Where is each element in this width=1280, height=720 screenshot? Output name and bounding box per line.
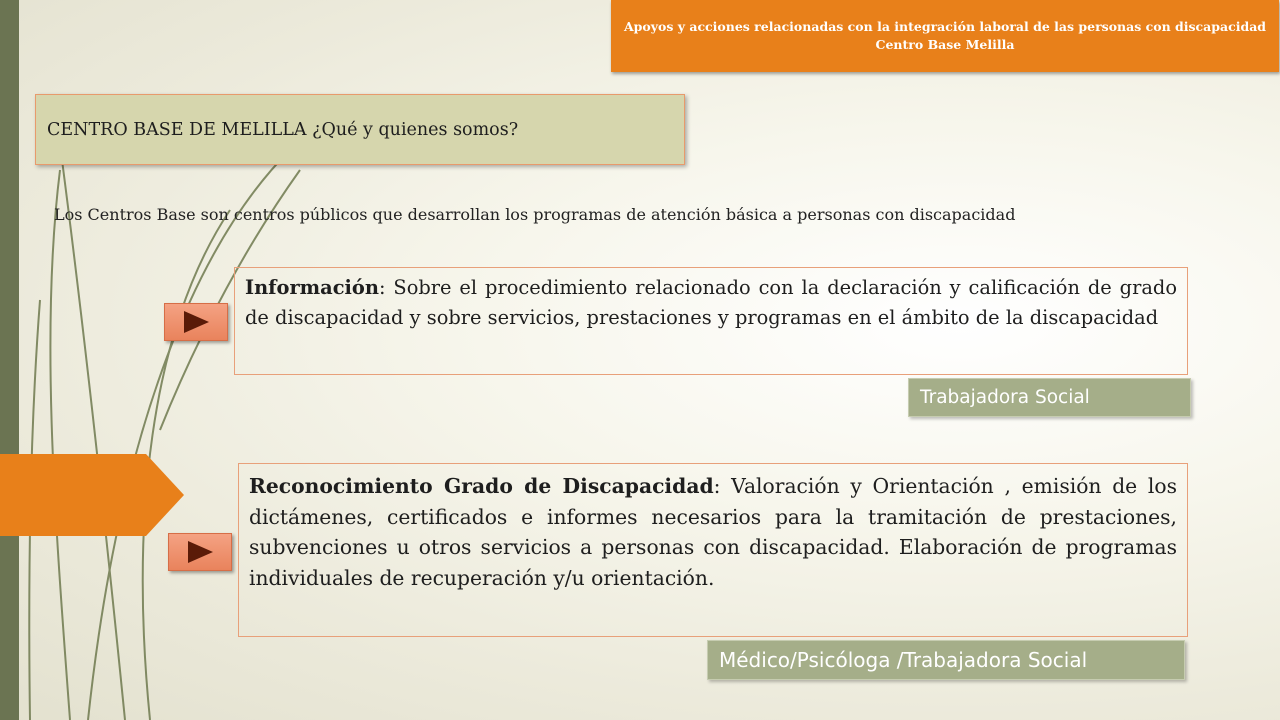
play-icon — [184, 311, 209, 333]
play-button-2[interactable] — [168, 533, 232, 571]
info-card-text: : Sobre el procedimiento relacionado con la declaración y calificación de grado de discapacidad y sobre servicios, prestaciones y programas en el ámbito de la discapacidad — [245, 276, 1177, 329]
banner-line-2: Centro Base Melilla — [875, 37, 1015, 52]
recognition-card-heading: Reconocimiento Grado de Discapacidad — [249, 474, 714, 498]
intro-paragraph: Los Centros Base son centros públicos que desarrollan los programas de atención básica a personas con discapacidad — [54, 205, 1016, 224]
info-card — [234, 267, 1188, 375]
header-banner — [611, 0, 1279, 72]
orange-arrow-shape — [0, 454, 184, 536]
info-card-heading: Información — [245, 276, 379, 299]
play-button-1[interactable] — [164, 303, 228, 341]
play-icon — [188, 541, 213, 563]
banner-line-1: Apoyos y acciones relacionadas con la integración laboral de las personas con discapacidad — [623, 19, 1267, 34]
role-badge-1: Trabajadora Social — [908, 378, 1191, 417]
page-title: CENTRO BASE DE MELILLA ¿Qué y quienes somos? — [35, 94, 685, 165]
recognition-card-text: : Valoración y Orientación , emisión de los dictámenes, certificados e informes necesarios para la tramitación de prestaciones, subvenciones u otros servicios a personas con discapacidad. Elaboración de programas individuales de recuperación y/u orientación. — [249, 474, 1177, 591]
left-accent-bar — [0, 0, 19, 720]
recognition-card — [238, 463, 1188, 637]
role-badge-2: Médico/Psicóloga /Trabajadora Social — [707, 640, 1185, 680]
